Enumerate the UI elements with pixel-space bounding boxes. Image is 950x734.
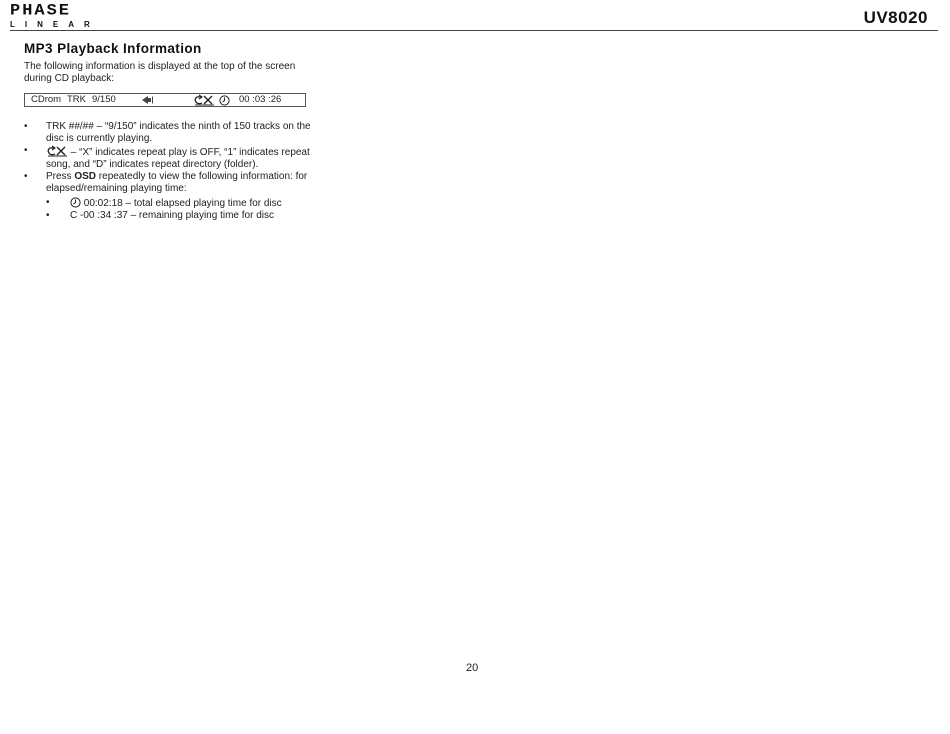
track-format-code: TRK ##/## – [46,121,103,132]
repeat-description: – “X” indicates repeat play is OFF, “1” indicates repeat song, and “D” indicates repeat directory (folder). [46,147,310,170]
clock-icon [70,197,81,208]
brand-logo [10,4,110,29]
osd-instruction-pre: Press [46,171,72,182]
osd-track-value: 9/150 [92,94,116,105]
intro-text: The following information is displayed at the top of the screen during CD playback: [24,61,296,84]
list-item [46,210,312,222]
repeat-off-icon [193,94,215,106]
page-header [0,0,950,32]
osd-track-label: TRK [67,94,86,105]
mp3-info-section [24,41,324,222]
logo-sub-text: LINEAR [10,20,100,29]
repeat-off-icon [46,145,68,157]
osd-instruction-post: repeatedly to view the following information: for elapsed/remaining playing time: [46,171,308,194]
list-item [24,171,312,222]
time-sub-list [46,197,312,222]
section-title: MP3 Playback Information [24,41,202,56]
page-number: 20 [466,662,479,674]
osd-time: 00 :03 :26 [239,94,282,105]
osd-source: CDrom [31,94,62,105]
clock-icon [219,95,230,106]
list-item [24,121,312,145]
list-item [46,197,312,210]
track-format-text: “9/150” indicates the ninth of 150 tracks on the disc is currently playing. [46,121,311,144]
model-number: UV8020 [863,8,928,27]
list-item [24,145,312,171]
osd-display-bar [24,93,306,107]
remaining-time-description: C -00 :34 :37 – remaining playing time for disc [70,210,274,221]
speaker-icon [141,95,155,105]
info-bullet-list [24,121,312,222]
logo-main-text: PHASE [10,2,72,21]
elapsed-time-description: 00:02:18 – total elapsed playing time for disc [83,198,282,209]
osd-key-label: OSD [74,171,97,182]
header-divider [10,30,938,31]
